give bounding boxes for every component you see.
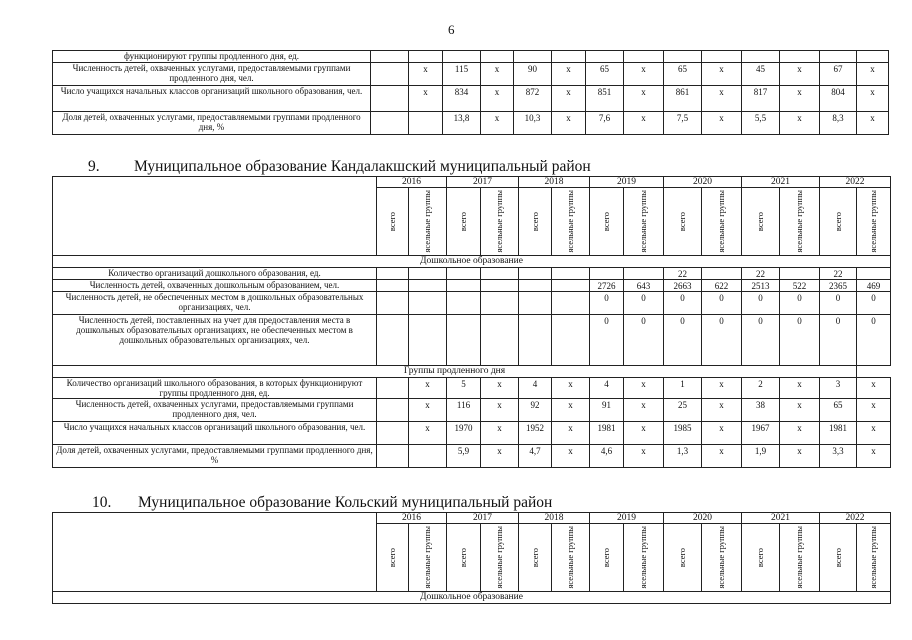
year-header: 2017 xyxy=(447,513,519,524)
table-cell: 38 xyxy=(742,398,780,421)
table-cell: 851 xyxy=(586,86,624,112)
year-header: 2020 xyxy=(664,513,742,524)
row-label: Количество организаций школьного образования, в которых функционируют группы продленного дня, ед. xyxy=(53,377,377,398)
year-header: 2018 xyxy=(519,513,590,524)
year-header: 2019 xyxy=(590,177,664,188)
table-cell: х xyxy=(409,421,447,444)
table-cell: х xyxy=(702,112,742,135)
table-cell xyxy=(702,267,742,279)
table-cell: 0 xyxy=(590,291,624,314)
table-cell: 10,3 xyxy=(514,112,552,135)
col-all-header xyxy=(664,524,702,592)
col-all-header xyxy=(447,188,481,256)
table-cell: х xyxy=(780,63,820,86)
table-cell: х xyxy=(481,112,514,135)
table-cell xyxy=(371,63,409,86)
table-cell: х xyxy=(481,444,519,467)
col-nursery-header xyxy=(481,524,519,592)
col-nursery-header xyxy=(857,524,891,592)
table-cell xyxy=(409,267,447,279)
table-cell: 5,5 xyxy=(742,112,780,135)
table-cell xyxy=(409,314,447,365)
table-cell: х xyxy=(481,377,519,398)
table-cell: 817 xyxy=(742,86,780,112)
table-cell: 13,8 xyxy=(443,112,481,135)
table-cell: 3,3 xyxy=(820,444,857,467)
col-header-text: всего xyxy=(601,547,611,567)
year-header: 2019 xyxy=(590,513,664,524)
col-nursery-header xyxy=(624,524,664,592)
table-cell xyxy=(377,421,409,444)
table-cell xyxy=(514,51,552,63)
col-header-text: ясельные группы xyxy=(716,526,726,589)
table-cell xyxy=(371,51,409,63)
table-cell: 522 xyxy=(780,279,820,291)
table-cell xyxy=(857,51,889,63)
table-cell xyxy=(742,51,780,63)
table-cell: х xyxy=(857,86,889,112)
table-cell xyxy=(519,314,552,365)
col-header-text: всего xyxy=(458,547,468,567)
table-cell: 0 xyxy=(664,291,702,314)
section-10-table xyxy=(52,512,891,604)
header-corner xyxy=(53,177,377,256)
row-label: Число учащихся начальных классов организаций школьного образования, чел. xyxy=(53,421,377,444)
table-row xyxy=(53,267,891,279)
table-cell: х xyxy=(409,63,443,86)
table-cell: 0 xyxy=(624,314,664,365)
table-row xyxy=(53,86,889,112)
section-row xyxy=(53,365,891,377)
table-cell xyxy=(481,314,519,365)
table-cell xyxy=(481,51,514,63)
table-cell: х xyxy=(624,377,664,398)
col-nursery-header xyxy=(409,188,447,256)
col-header-text: ясельные группы xyxy=(638,190,648,253)
table-cell xyxy=(624,51,664,63)
table-cell xyxy=(443,51,481,63)
col-all-header xyxy=(590,524,624,592)
row-label: Численность детей, поставленных на учет для предоставления места в дошкольных образовательных организациях, не обеспеченных местом в дошкольных образовательных организациях, чел. xyxy=(53,314,377,365)
year-header: 2021 xyxy=(742,177,820,188)
table-cell: 4 xyxy=(590,377,624,398)
table-cell: 1981 xyxy=(590,421,624,444)
col-header-text: ясельные группы xyxy=(422,190,432,253)
col-header-text: всего xyxy=(529,211,540,231)
table-cell: х xyxy=(857,444,891,467)
table-cell: х xyxy=(702,398,742,421)
table-cell xyxy=(481,291,519,314)
col-nursery-header xyxy=(780,524,820,592)
table-cell: 861 xyxy=(664,86,702,112)
table-cell: х xyxy=(624,112,664,135)
year-header: 2020 xyxy=(664,177,742,188)
table-cell: х xyxy=(780,421,820,444)
col-nursery-header xyxy=(624,188,664,256)
col-header-text: всего xyxy=(755,547,765,567)
table-cell: х xyxy=(857,63,889,86)
year-header-row xyxy=(53,513,891,524)
table-cell: х xyxy=(624,421,664,444)
table-cell: 1981 xyxy=(820,421,857,444)
table-cell: х xyxy=(702,377,742,398)
col-all-header xyxy=(447,524,481,592)
table-cell: 116 xyxy=(447,398,481,421)
table-cell: х xyxy=(552,444,590,467)
table-cell: 622 xyxy=(702,279,742,291)
row-label: Численность детей, не обеспеченных местом в дошкольных образовательных организациях, чел. xyxy=(53,291,377,314)
table-cell xyxy=(552,314,590,365)
table-cell xyxy=(481,267,519,279)
table-cell: х xyxy=(702,421,742,444)
col-header-text: всего xyxy=(755,211,765,231)
table-cell xyxy=(409,444,447,467)
table-cell: 643 xyxy=(624,279,664,291)
row-label: функционируют группы продленного дня, ед. xyxy=(53,51,371,63)
table-cell xyxy=(377,267,409,279)
col-header-text: ясельные группы xyxy=(565,526,575,589)
col-header-text: всего xyxy=(387,211,397,231)
table-cell xyxy=(519,267,552,279)
table-cell: 25 xyxy=(664,398,702,421)
table-cell xyxy=(377,291,409,314)
year-header-row xyxy=(53,177,891,188)
table-row xyxy=(53,112,889,135)
col-nursery-header xyxy=(552,188,590,256)
table-cell xyxy=(447,279,481,291)
table-cell: 0 xyxy=(742,291,780,314)
section-10-title: Муниципальное образование Кольский муниципальный район xyxy=(138,494,553,511)
table-cell: 92 xyxy=(519,398,552,421)
table-cell xyxy=(552,267,590,279)
table-cell xyxy=(481,279,519,291)
col-header-text: всего xyxy=(832,547,843,567)
table-cell: х xyxy=(481,63,514,86)
col-nursery-header xyxy=(409,524,447,592)
table-cell: 22 xyxy=(664,267,702,279)
col-header-text: всего xyxy=(832,211,843,231)
table-cell xyxy=(409,112,443,135)
year-header: 2017 xyxy=(447,177,519,188)
section-10-heading xyxy=(92,494,552,512)
table-cell: х xyxy=(780,398,820,421)
table-cell: х xyxy=(481,398,519,421)
table-cell xyxy=(702,51,742,63)
table-cell: 0 xyxy=(664,314,702,365)
col-header-text: ясельные группы xyxy=(494,190,504,253)
table-cell: 4,7 xyxy=(519,444,552,467)
col-all-header xyxy=(820,524,857,592)
table-cell: 1 xyxy=(664,377,702,398)
table-row xyxy=(53,291,891,314)
col-header-text: всего xyxy=(677,211,687,231)
table-cell: 1952 xyxy=(519,421,552,444)
row-label: Численность детей, охваченных дошкольным образованием, чел. xyxy=(53,279,377,291)
table-cell xyxy=(552,279,590,291)
table-cell xyxy=(780,51,820,63)
table-cell xyxy=(624,267,664,279)
table-cell: 7,5 xyxy=(664,112,702,135)
table-cell xyxy=(519,291,552,314)
table-cell: 469 xyxy=(857,279,891,291)
col-header-text: всего xyxy=(387,547,397,567)
col-header-text: ясельные группы xyxy=(638,526,648,589)
table-cell xyxy=(857,267,891,279)
table-cell: х xyxy=(857,377,891,398)
table-cell: х xyxy=(857,421,891,444)
table-cell: х xyxy=(624,63,664,86)
table-cell xyxy=(447,291,481,314)
table-cell: 804 xyxy=(820,86,857,112)
col-all-header xyxy=(519,188,552,256)
section-9-title: Муниципальное образование Кандалакшский муниципальный район xyxy=(134,158,591,175)
table-row xyxy=(53,444,891,467)
year-header: 2022 xyxy=(820,177,891,188)
table-cell: х xyxy=(552,398,590,421)
table-row xyxy=(53,314,891,365)
table-cell: 3 xyxy=(820,377,857,398)
table-row xyxy=(53,51,889,63)
col-all-header xyxy=(377,188,409,256)
table-cell: х xyxy=(780,112,820,135)
table-cell: 0 xyxy=(820,291,857,314)
section-9-heading xyxy=(88,158,591,176)
table-cell: х xyxy=(552,63,586,86)
table-cell: х xyxy=(780,377,820,398)
table-cell: х xyxy=(481,86,514,112)
table-cell: 22 xyxy=(742,267,780,279)
section-row xyxy=(53,591,891,603)
table-cell xyxy=(586,51,624,63)
col-all-header xyxy=(590,188,624,256)
col-all-header xyxy=(519,524,552,592)
table-cell xyxy=(447,314,481,365)
row-label: Численность детей, охваченных услугами, предоставляемыми группами продленного дня, чел. xyxy=(53,63,371,86)
col-nursery-header xyxy=(552,524,590,592)
row-label: Доля детей, охваченных услугами, предоставляемыми группами продленного дня, % xyxy=(53,444,377,467)
table-cell: 5,9 xyxy=(447,444,481,467)
row-label: Доля детей, охваченных услугами, предоставляемыми группами продленного дня, % xyxy=(53,112,371,135)
table-cell: х xyxy=(481,421,519,444)
table-cell xyxy=(409,291,447,314)
table-cell: 2663 xyxy=(664,279,702,291)
table-cell: х xyxy=(780,86,820,112)
table-cell xyxy=(377,279,409,291)
section-row xyxy=(53,255,891,267)
table-cell: 5 xyxy=(447,377,481,398)
table-cell: 0 xyxy=(780,291,820,314)
table-cell xyxy=(590,267,624,279)
page-number: 6 xyxy=(448,22,455,37)
table-cell: х xyxy=(552,377,590,398)
table-row xyxy=(53,377,891,398)
header-corner xyxy=(53,513,377,592)
section-9-table xyxy=(52,176,891,468)
table-cell: 4,6 xyxy=(590,444,624,467)
col-header-text: всего xyxy=(529,547,540,567)
year-header: 2021 xyxy=(742,513,820,524)
table-cell: 1,9 xyxy=(742,444,780,467)
col-nursery-header xyxy=(702,524,742,592)
table-cell xyxy=(377,398,409,421)
table-cell: 0 xyxy=(702,314,742,365)
section-label: Группы продленного дня xyxy=(53,365,857,377)
table-cell: 65 xyxy=(586,63,624,86)
year-header: 2016 xyxy=(377,177,447,188)
col-all-header xyxy=(664,188,702,256)
table-cell: 0 xyxy=(590,314,624,365)
table-cell: х xyxy=(857,398,891,421)
table-cell: 2365 xyxy=(820,279,857,291)
col-nursery-header xyxy=(780,188,820,256)
row-label: Число учащихся начальных классов организаций школьного образования, чел. xyxy=(53,86,371,112)
col-all-header xyxy=(742,524,780,592)
col-header-text: ясельные группы xyxy=(422,526,432,589)
table-cell: 8,3 xyxy=(820,112,857,135)
table-cell: х xyxy=(409,398,447,421)
table-cell: 2513 xyxy=(742,279,780,291)
table-cell: х xyxy=(702,86,742,112)
year-header: 2016 xyxy=(377,513,447,524)
table-cell: 45 xyxy=(742,63,780,86)
table-cell: х xyxy=(780,444,820,467)
table-cell: х xyxy=(624,398,664,421)
table-cell xyxy=(519,279,552,291)
table-cell: х xyxy=(552,421,590,444)
table-cell xyxy=(820,51,857,63)
table-cell: 1,3 xyxy=(664,444,702,467)
year-header: 2022 xyxy=(820,513,891,524)
col-header-text: ясельные группы xyxy=(716,190,726,253)
table-cell xyxy=(552,51,586,63)
table-row xyxy=(53,279,891,291)
col-nursery-header xyxy=(481,188,519,256)
table-cell: 22 xyxy=(820,267,857,279)
table-cell: 90 xyxy=(514,63,552,86)
table-cell: 91 xyxy=(590,398,624,421)
table-cell: 1985 xyxy=(664,421,702,444)
table-cell: 65 xyxy=(820,398,857,421)
col-nursery-header xyxy=(702,188,742,256)
table-cell: х xyxy=(552,86,586,112)
col-header-text: всего xyxy=(677,547,687,567)
table-row xyxy=(53,421,891,444)
continued-afterschool-table xyxy=(52,50,889,135)
table-cell xyxy=(409,51,443,63)
table-cell: 0 xyxy=(624,291,664,314)
table-row xyxy=(53,398,891,421)
table-cell: 4 xyxy=(519,377,552,398)
table-cell xyxy=(371,86,409,112)
table-cell xyxy=(780,267,820,279)
table-cell xyxy=(409,279,447,291)
table-cell: 115 xyxy=(443,63,481,86)
row-label: Численность детей, охваченных услугами, предоставляемыми группами продленного дня, чел. xyxy=(53,398,377,421)
col-header-text: ясельные группы xyxy=(794,526,804,589)
table-cell: 1970 xyxy=(447,421,481,444)
table-cell: 7,6 xyxy=(586,112,624,135)
table-cell xyxy=(371,112,409,135)
table-cell: 67 xyxy=(820,63,857,86)
col-header-text: ясельные группы xyxy=(565,190,575,253)
table-cell: 872 xyxy=(514,86,552,112)
table-cell: х xyxy=(857,112,889,135)
col-header-text: всего xyxy=(458,211,468,231)
row-label: Количество организаций дошкольного образования, ед. xyxy=(53,267,377,279)
table-cell: 2726 xyxy=(590,279,624,291)
table-cell xyxy=(664,51,702,63)
col-all-header xyxy=(377,524,409,592)
table-row xyxy=(53,63,889,86)
table-cell: 0 xyxy=(820,314,857,365)
section-label: Дошкольное образование xyxy=(53,255,891,267)
col-header-text: ясельные группы xyxy=(794,190,804,253)
table-cell: 0 xyxy=(857,314,891,365)
table-cell xyxy=(377,377,409,398)
table-cell: 1967 xyxy=(742,421,780,444)
table-cell xyxy=(447,267,481,279)
table-cell: 0 xyxy=(702,291,742,314)
table-cell: 0 xyxy=(742,314,780,365)
col-header-text: ясельные группы xyxy=(494,526,504,589)
section-10-number: 10. xyxy=(92,494,112,511)
table-cell: 834 xyxy=(443,86,481,112)
table-cell: х xyxy=(702,63,742,86)
table-cell: 0 xyxy=(857,291,891,314)
table-cell xyxy=(377,444,409,467)
table-cell: х xyxy=(702,444,742,467)
col-header-text: ясельные группы xyxy=(868,190,878,253)
table-cell xyxy=(552,291,590,314)
col-header-text: всего xyxy=(601,211,611,231)
table-cell: 65 xyxy=(664,63,702,86)
table-cell: х xyxy=(624,86,664,112)
table-cell: 2 xyxy=(742,377,780,398)
col-all-header xyxy=(742,188,780,256)
col-header-text: ясельные группы xyxy=(868,526,878,589)
table-cell: х xyxy=(409,377,447,398)
section-label: Дошкольное образование xyxy=(53,591,891,603)
table-cell: х xyxy=(552,112,586,135)
section-9-number: 9. xyxy=(88,158,100,175)
table-cell: х xyxy=(624,444,664,467)
year-header: 2018 xyxy=(519,177,590,188)
col-nursery-header xyxy=(857,188,891,256)
table-cell xyxy=(377,314,409,365)
table-cell: 0 xyxy=(780,314,820,365)
col-all-header xyxy=(820,188,857,256)
table-cell: х xyxy=(409,86,443,112)
